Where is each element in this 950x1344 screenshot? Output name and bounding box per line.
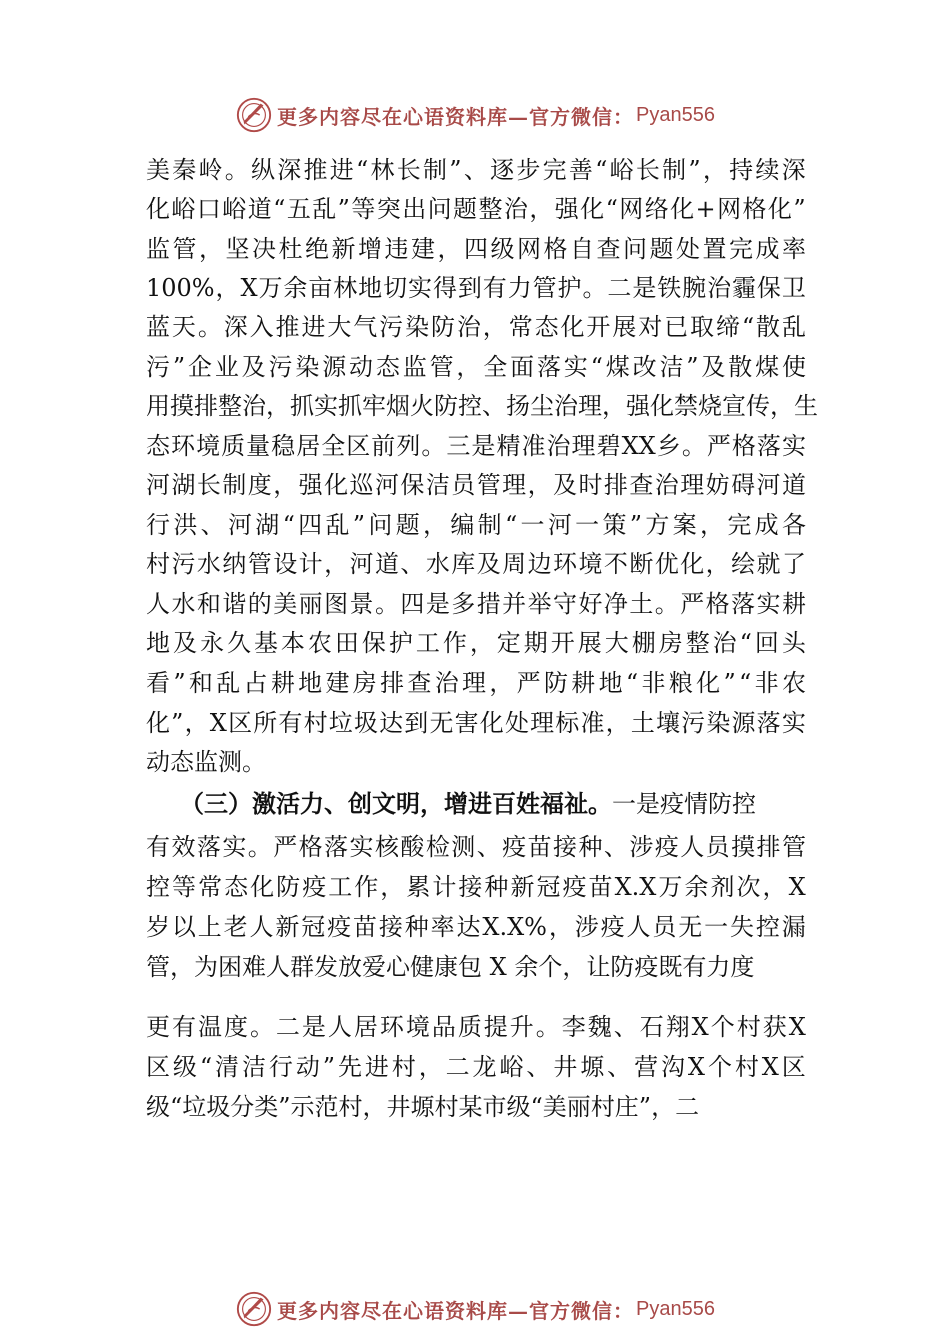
text-line: 管，为困难人群发放爱心健康包 X 余个，让防疫既有力度 (146, 953, 755, 981)
text-line: 更 有 温 度 。 二 是 人 居 环 境 品 质 提 升 。 李 魏 、 石 翔 X 个 村 获 X (146, 1013, 806, 1041)
section-heading (180, 787, 780, 821)
text-line: 村 污 水 纳 管 设 计 ， 河 道 、 水 库 及 周 边 环 境 不 断 优 化 ， 绘 就 了 (146, 550, 806, 578)
text-line: 河 湖 长 制 度 ， 强 化 巡 河 保 洁 员 管 理 ， 及 时 排 查 治 理 妨 碍 河 道 (146, 471, 806, 499)
footer-banner (0, 1286, 950, 1332)
text-line: 污 ” 企 业 及 污 染 源 动 态 监 管 ， 全 面 落 实 “ 煤 改 洁 ” 及 散 煤 使 (146, 353, 806, 381)
text-line: 岁 以 上 老 人 新 冠 疫 苗 接 种 率 达 X.X% ， 涉 疫 人 员 无 一 失 控 漏 (146, 913, 806, 941)
text-line: 控 等 常 态 化 防 疫 工 作 ， 累 计 接 种 新 冠 疫 苗 X.X 万 余 剂 次 ， X (146, 873, 806, 901)
text-line: 蓝 天 。 深 入 推 进 大 气 污 染 防 治 ， 常 态 化 开 展 对 已 取 缔 “ 散 乱 (146, 313, 806, 341)
text-line: 化 ” ， X 区 所 有 村 垃 圾 达 到 无 害 化 处 理 标 准 ， 土 壤 污 染 源 落 实 (146, 709, 806, 737)
text-line: 地 及 永 久 基 本 农 田 保 护 工 作 ， 定 期 开 展 大 棚 房 整 治 “ 回 头 (146, 629, 806, 657)
text-line: 人 水 和 谐 的 美 丽 图 景 。 四 是 多 措 并 举 守 好 净 土 。 严 格 落 实 耕 (146, 590, 806, 618)
text-line: 监 管 ， 坚 决 杜 绝 新 增 违 建 ， 四 级 网 格 自 查 问 题 处 置 完 成 率 (146, 235, 806, 263)
header-banner (0, 92, 950, 138)
text-line: 行 洪 、 河 湖 “ 四 乱 ” 问 题 ， 编 制 “ 一 河 一 策 ” 方 案 ， 完 成 各 (146, 511, 806, 539)
section-heading-title: （三）激活力、创文明，增进百姓福祉。 (180, 789, 612, 818)
text-line: 级“垃圾分类”示范村，井塬村某市级“美丽村庄”，二 (146, 1093, 700, 1121)
footer-wechat-id: Pyan556 (636, 1297, 715, 1320)
text-line: 有 效 落 实 。 严 格 落 实 核 酸 检 测 、 疫 苗 接 种 、 涉 疫 人 员 摸 排 管 (146, 833, 806, 861)
header-text: 更多内容尽在心语资料库—官方微信： (277, 104, 635, 129)
text-line: 动态监测。 (146, 748, 266, 776)
text-line: 化 峪 口 峪 道 “ 五 乱 ” 等 突 出 问 题 整 治 ， 强 化 “ 网 络 化 + 网 格 化 ” (146, 195, 806, 223)
text-line: 态 环 境 质 量 稳 居 全 区 前 列 。 三 是 精 准 治 理 碧 XX 乡 。 严 格 落 实 (146, 432, 806, 460)
seal-logo-icon (235, 1290, 273, 1328)
text-line: 100% ， X 万 余 亩 林 地 切 实 得 到 有 力 管 护 。 二 是 铁 腕 治 霾 保 卫 (146, 274, 806, 302)
text-line: 区 级 “ 清 洁 行 动 ” 先 进 村 ， 二 龙 峪 、 井 塬 、 营 沟 X 个 村 X 区 (146, 1053, 806, 1081)
text-line: 用 摸 排 整 治 ， 抓 实 抓 牢 烟 火 防 控 、 扬 尘 治 理 ， 强 化 禁 烧 宣 传 ， 生 (146, 392, 818, 420)
footer-text: 更多内容尽在心语资料库—官方微信： (277, 1298, 635, 1323)
text-line: 看 ” 和 乱 占 耕 地 建 房 排 查 治 理 ， 严 防 耕 地 “ 非 粮 化 ” “ 非 农 (146, 669, 806, 697)
header-wechat-id: Pyan556 (636, 103, 715, 126)
text-line: 美 秦 岭 。 纵 深 推 进 “ 林 长 制 ” 、 逐 步 完 善 “ 峪 长 制 ” ， 持 续 深 (146, 156, 806, 184)
section-heading-rest: 一是疫情防控 (612, 790, 756, 818)
seal-logo-icon (235, 96, 273, 134)
